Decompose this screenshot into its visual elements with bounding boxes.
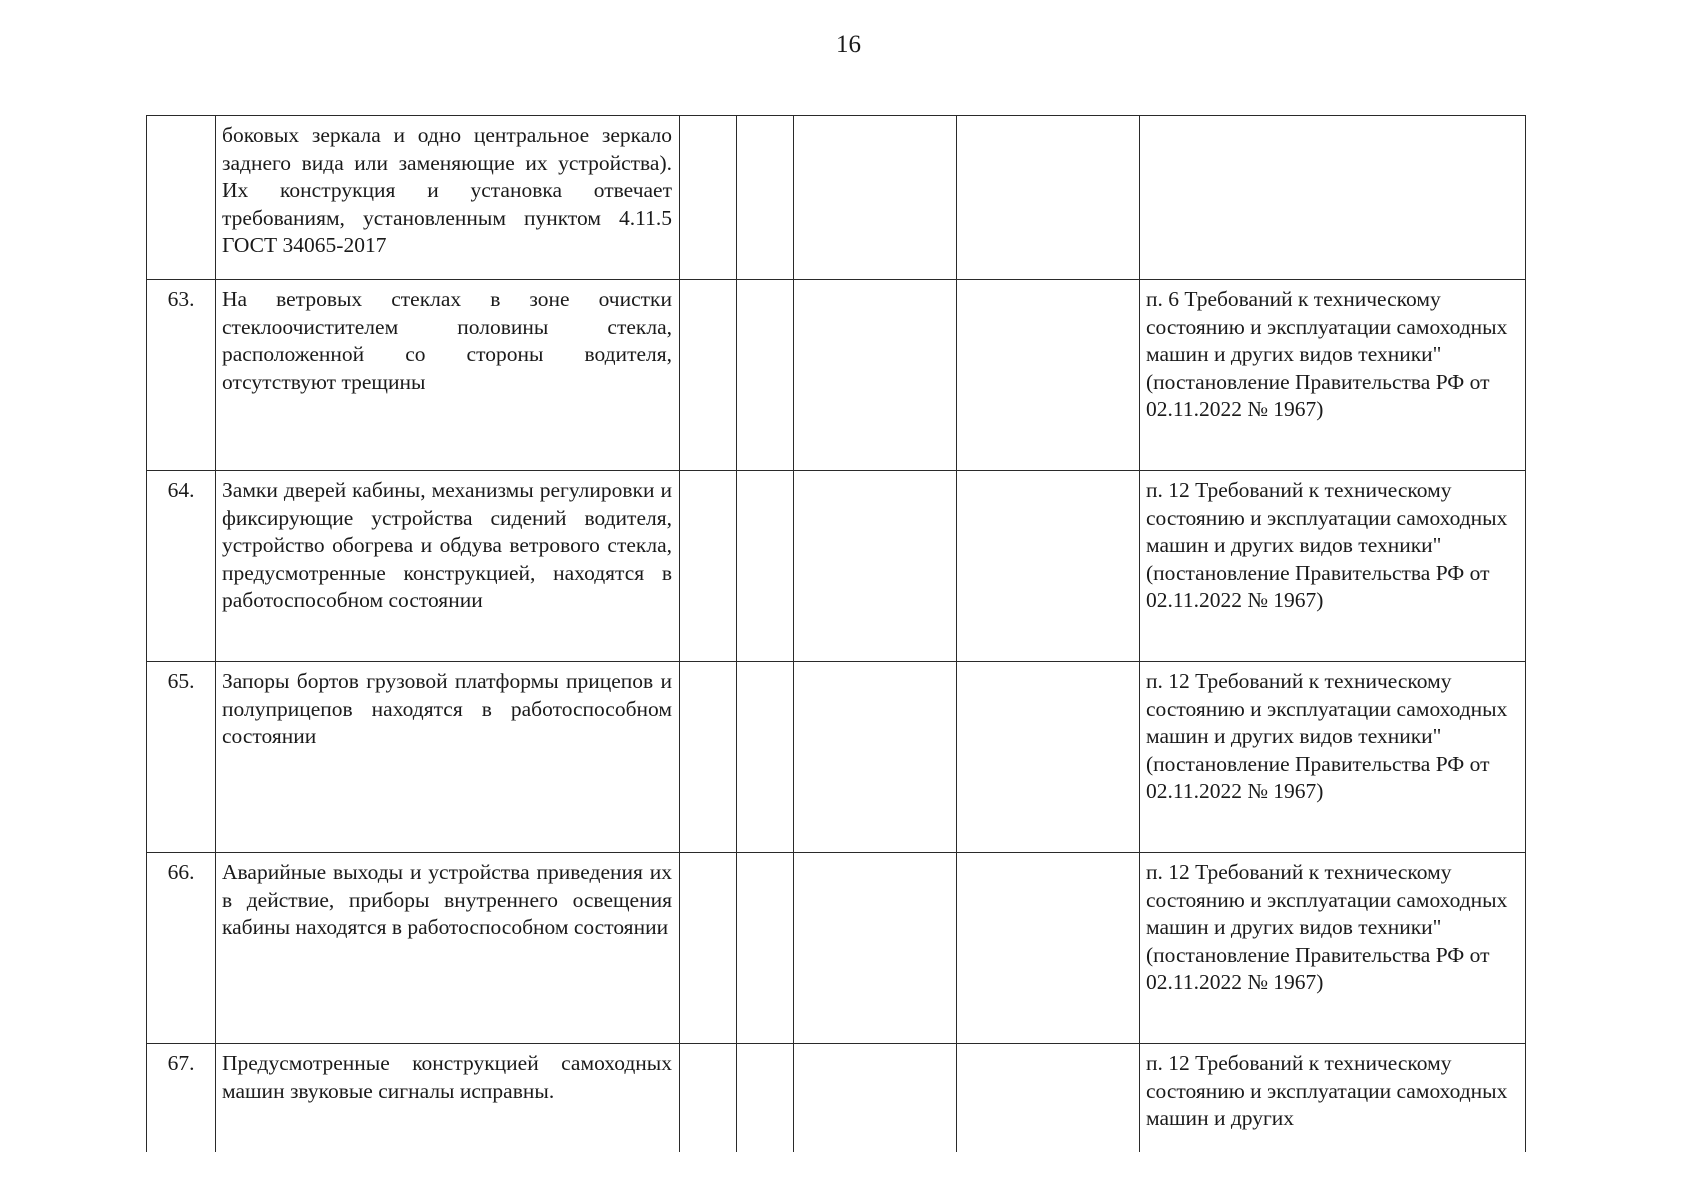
legal-reference: п. 12 Требований к техническому состоянию и эксплуатации самоходных машин и других видов техники" (постановление Правительства РФ от 02.11.2022 № 1967) xyxy=(1140,853,1526,1044)
row-number: 65. xyxy=(147,662,216,853)
empty-cell xyxy=(794,116,957,280)
table-row xyxy=(147,471,1526,662)
page-number: 16 xyxy=(836,31,861,58)
table-row xyxy=(147,1044,1526,1153)
requirement-text: боковых зеркала и одно центральное зеркало заднего вида или заменяющие их устройства). Их конструкция и установка отвечает требованиям, установленным пунктом 4.11.5 ГОСТ 34065-2017 xyxy=(216,116,680,280)
empty-cell xyxy=(737,280,794,471)
legal-reference xyxy=(1140,116,1526,280)
table-row xyxy=(147,662,1526,853)
empty-cell xyxy=(737,662,794,853)
requirement-text: На ветровых стеклах в зоне очистки стеклоочистителем половины стекла, расположенной со стороны водителя, отсутствуют трещины xyxy=(216,280,680,471)
empty-cell xyxy=(680,662,737,853)
empty-cell xyxy=(957,471,1140,662)
empty-cell xyxy=(737,116,794,280)
row-number: 67. xyxy=(147,1044,216,1153)
table-row xyxy=(147,280,1526,471)
empty-cell xyxy=(794,280,957,471)
empty-cell xyxy=(957,116,1140,280)
row-number: 63. xyxy=(147,280,216,471)
empty-cell xyxy=(957,280,1140,471)
empty-cell xyxy=(737,853,794,1044)
requirement-text: Замки дверей кабины, механизмы регулировки и фиксирующие устройства сидений водителя, устройство обогрева и обдува ветрового стекла, предусмотренные конструкцией, находятся в работоспособном состоянии xyxy=(216,471,680,662)
empty-cell xyxy=(680,471,737,662)
empty-cell xyxy=(680,853,737,1044)
requirement-text: Запоры бортов грузовой платформы прицепов и полуприцепов находятся в работоспособном состоянии xyxy=(216,662,680,853)
empty-cell xyxy=(794,1044,957,1153)
empty-cell xyxy=(794,853,957,1044)
empty-cell xyxy=(957,1044,1140,1153)
requirement-text: Предусмотренные конструкцией самоходных машин звуковые сигналы исправны. xyxy=(216,1044,680,1153)
legal-reference: п. 12 Требований к техническому состоянию и эксплуатации самоходных машин и других видов техники" (постановление Правительства РФ от 02.11.2022 № 1967) xyxy=(1140,471,1526,662)
empty-cell xyxy=(957,853,1140,1044)
empty-cell xyxy=(680,280,737,471)
legal-reference: п. 12 Требований к техническому состоянию и эксплуатации самоходных машин и других xyxy=(1140,1044,1526,1153)
empty-cell xyxy=(794,471,957,662)
empty-cell xyxy=(680,1044,737,1153)
row-number xyxy=(147,116,216,280)
empty-cell xyxy=(737,471,794,662)
empty-cell xyxy=(957,662,1140,853)
row-number: 66. xyxy=(147,853,216,1044)
empty-cell xyxy=(737,1044,794,1153)
table-row xyxy=(147,116,1526,280)
table-row xyxy=(147,853,1526,1044)
requirements-table xyxy=(146,115,1526,1152)
legal-reference: п. 12 Требований к техническому состоянию и эксплуатации самоходных машин и других видов техники" (постановление Правительства РФ от 02.11.2022 № 1967) xyxy=(1140,662,1526,853)
row-number: 64. xyxy=(147,471,216,662)
empty-cell xyxy=(794,662,957,853)
requirement-text: Аварийные выходы и устройства приведения их в действие, приборы внутреннего освещения кабины находятся в работоспособном состоянии xyxy=(216,853,680,1044)
legal-reference: п. 6 Требований к техническому состоянию и эксплуатации самоходных машин и других видов техники" (постановление Правительства РФ от 02.11.2022 № 1967) xyxy=(1140,280,1526,471)
empty-cell xyxy=(680,116,737,280)
